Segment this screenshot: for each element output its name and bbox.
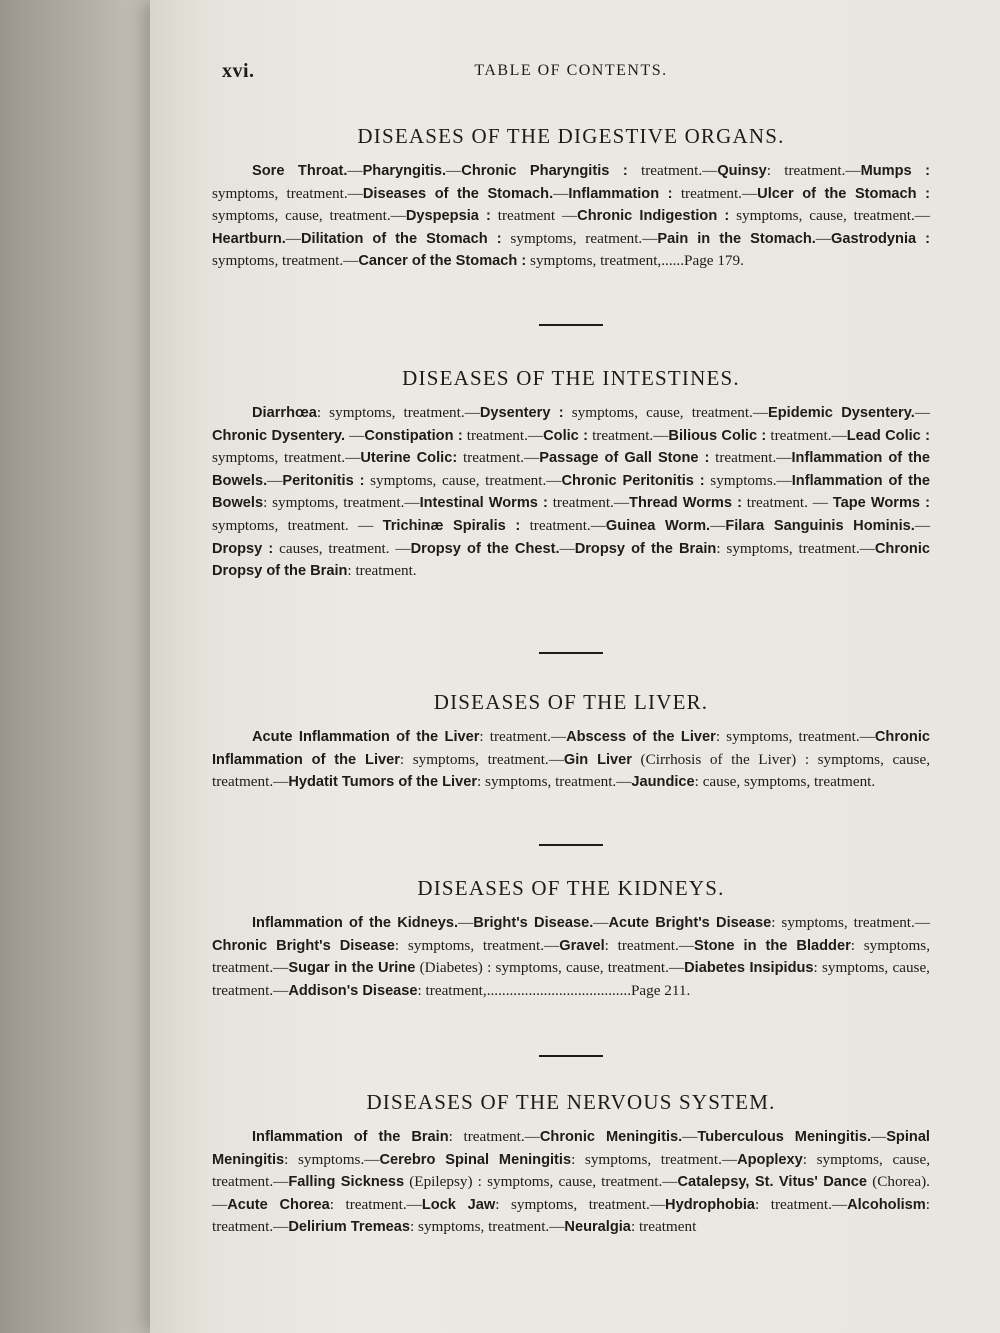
entry-detail: treatment.— (547, 494, 630, 512)
entry-detail: — (914, 404, 930, 421)
entry-detail: : treatment.— (766, 162, 861, 179)
entry-detail: : treatment.— (329, 1195, 422, 1213)
entry-title: Tuberculous Meningitis. (697, 1129, 872, 1145)
entry-title: Falling Sickness (288, 1174, 405, 1191)
entry-title: Mumps : (860, 163, 930, 179)
entry-detail: : symptoms, treatment.— (771, 914, 930, 931)
entry-title: Bright's Disease. (473, 915, 594, 931)
entry-detail: : treatment (630, 1218, 697, 1236)
entry-title: Inflammation : (568, 185, 673, 202)
entry-detail: : symptoms, treatment.— (316, 404, 480, 421)
entry-title: Chronic Dysentery. (212, 427, 346, 444)
entry-detail: : symptoms, treatment.— (212, 936, 931, 977)
entry-detail: : treatment.— (604, 936, 694, 954)
entry-title: Passage of Gall Stone : (539, 450, 710, 467)
section-entries (212, 160, 930, 273)
entry-detail: treatment.— (520, 516, 606, 534)
entry-title: Inflammation of the Kidneys. (252, 915, 459, 931)
entry-detail: — (553, 184, 569, 202)
entry-title: Epidemic Dysentery. (768, 405, 915, 421)
entry-detail: symptoms, treatment.— (212, 184, 363, 202)
page-reference: ......Page 179. (661, 252, 744, 270)
entry-title: Diarrhœa (252, 405, 317, 421)
entry-detail: — (446, 162, 462, 179)
entry-detail: symptoms, cause, treatment.— (212, 207, 406, 225)
section-intestines (212, 366, 930, 583)
entry-title: Chronic Peritonitis : (561, 472, 705, 489)
section-entries (212, 726, 930, 794)
section-digestive-organs (212, 124, 930, 273)
entry-title: Peritonitis : (282, 472, 365, 489)
entry-detail: — (285, 229, 301, 247)
section-entries (212, 402, 930, 583)
entry-detail: symptoms.— (704, 471, 792, 489)
entry-title: Stone in the Bladder (693, 937, 851, 954)
section-divider (539, 1055, 603, 1057)
entry-title: Hydrophobia (665, 1196, 756, 1213)
entry-detail: symptoms, reatment.— (501, 229, 658, 247)
entry-detail: — (682, 1128, 698, 1145)
entry-title: Lock Jaw (421, 1196, 496, 1213)
entry-title: Chronic Dropsy of the Brain (212, 540, 930, 580)
entry-title: Ulcer of the Stomach : (757, 185, 930, 202)
entry-title: Heartburn. (212, 230, 286, 247)
entry-title: Guinea Worm. (605, 517, 711, 534)
entry-detail: treatment.— (627, 162, 718, 179)
entry-detail: : symptoms, treatment.— (410, 1218, 565, 1236)
entry-detail: : treatment.— (479, 728, 567, 745)
entry-title: Inflammation of the Brain (252, 1129, 449, 1145)
entry-detail: : symptoms.— (284, 1150, 380, 1168)
entry-detail: symptoms, treatment.— (212, 252, 359, 270)
entry-detail: causes, treatment. — (273, 539, 411, 557)
section-entries (212, 1126, 930, 1239)
entry-title: Acute Chorea (227, 1196, 330, 1213)
section-liver (212, 690, 930, 794)
entry-detail: (Cirrhosis of the Liver) : symptoms, cause, treatment.— (212, 750, 931, 791)
entry-detail: symptoms, cause, treatment.— (729, 207, 930, 225)
entry-detail: symptoms, treatment, (526, 252, 662, 270)
entry-detail: treatment.— (709, 449, 792, 467)
entry-title: Diseases of the Stomach. (362, 185, 554, 202)
entry-detail: — (559, 539, 575, 557)
entry-title: Dysentery : (479, 405, 564, 421)
entry-detail: : treatment.— (212, 1195, 930, 1236)
entry-title: Chronic Inflammation of the Liver (212, 729, 930, 768)
entry-title: Dropsy of the Brain (574, 540, 717, 557)
entry-detail: : symptoms, cause, treatment.— (212, 1150, 930, 1191)
entry-title: Acute Bright's Disease (608, 915, 772, 931)
entry-detail: — (871, 1128, 887, 1145)
entry-detail: : symptoms, treatment.— (399, 750, 564, 768)
entry-detail: symptoms, treatment.— (212, 449, 361, 467)
entry-title: Pharyngitis. (362, 163, 447, 179)
entry-detail: treatment.— (588, 426, 669, 444)
entry-title: Lead Colic : (846, 427, 931, 444)
running-head (212, 60, 930, 84)
entry-detail: treatment.— (457, 449, 540, 467)
entry-title: Inflammation of the Bowels. (212, 450, 931, 489)
entry-detail: treatment.— (462, 426, 544, 444)
entry-detail: : symptoms, treatment.— (495, 1195, 666, 1213)
entry-title: Trichinæ Spiralis : (382, 517, 521, 534)
entry-title: Chronic Pharyngitis : (461, 163, 628, 179)
entry-detail: : symptoms, treatment.— (716, 539, 875, 557)
section-nervous-system (212, 1090, 930, 1239)
entry-detail: treatment — (490, 207, 578, 225)
entry-detail: (Epilepsy) : symptoms, cause, treatment.— (404, 1173, 678, 1191)
entry-detail: — (593, 914, 609, 931)
entry-detail: — (710, 516, 726, 534)
entry-title: Dilitation of the Stomach : (300, 230, 502, 247)
entry-title: Abscess of the Liver (566, 729, 716, 745)
section-divider (539, 652, 603, 654)
entry-title: Addison's Disease (288, 982, 418, 999)
entry-detail: symptoms, cause, treatment.— (563, 404, 769, 421)
section-heading: DISEASES OF THE DIGESTIVE ORGANS. (357, 124, 785, 148)
entry-detail: : treatment.— (755, 1195, 848, 1213)
entry-title: Sore Throat. (252, 163, 348, 179)
entry-detail: — (914, 516, 930, 534)
entry-title: Diabetes Insipidus (684, 960, 814, 977)
entry-title: Acute Inflammation of the Liver (252, 729, 480, 745)
section-heading: DISEASES OF THE INTESTINES. (402, 366, 740, 390)
entry-title: Dyspepsia : (405, 208, 491, 225)
entry-title: Thread Worms : (629, 495, 742, 512)
entry-title: Hydatit Tumors of the Liver (288, 774, 478, 791)
entry-detail: : symptoms, treatment.— (263, 494, 420, 512)
entry-title: Spinal Meningitis (212, 1129, 930, 1168)
entry-title: Jaundice (631, 774, 695, 791)
entry-title: Filara Sanguinis Hominis. (725, 517, 915, 534)
running-title: TABLE OF CONTENTS. (474, 62, 668, 79)
entry-title: Cancer of the Stomach : (358, 253, 527, 270)
entry-title: Delirium Tremeas (288, 1219, 411, 1236)
section-heading: DISEASES OF THE LIVER. (433, 690, 709, 714)
entry-detail: treatment. — (741, 494, 833, 512)
section-heading: DISEASES OF THE NERVOUS SYSTEM. (366, 1090, 776, 1114)
entry-detail: symptoms, treatment. — (212, 516, 383, 534)
entry-detail: (Diabetes) : symptoms, cause, treatment.— (415, 959, 685, 977)
entry-title: Cerebro Spinal Meningitis (379, 1151, 572, 1168)
entry-detail: treatment.— (766, 426, 847, 444)
entry-title: Colic : (543, 427, 588, 444)
section-kidneys (212, 876, 930, 1002)
entry-detail: — (345, 426, 365, 444)
entry-title: Dropsy of the Chest. (410, 540, 560, 557)
entry-detail: — (347, 162, 363, 179)
entry-title: Gravel (559, 937, 605, 954)
entry-title: Alcoholism (847, 1196, 926, 1213)
section-heading: DISEASES OF THE KIDNEYS. (417, 876, 725, 900)
entry-title: Uterine Colic: (360, 450, 458, 467)
entry-detail: — (815, 229, 831, 247)
entry-detail: : treatment.— (448, 1128, 540, 1145)
entry-detail: — (267, 471, 283, 489)
entry-title: Constipation : (364, 427, 463, 444)
entry-title: Bilious Colic : (668, 427, 767, 444)
entry-title: Chronic Meningitis. (539, 1129, 683, 1145)
entry-detail: (Chorea).— (212, 1173, 930, 1213)
entry-title: Tape Worms : (832, 495, 930, 512)
page-folio: xvi. (222, 60, 255, 82)
entry-detail: treatment.— (672, 184, 758, 202)
entry-title: Catalepsy, St. Vitus' Dance (677, 1174, 868, 1191)
entry-title: Inflammation of the Bowels (212, 472, 931, 512)
entry-detail: : symptoms, treatment.— (394, 936, 560, 954)
section-entries (212, 912, 930, 1002)
entry-title: Pain in the Stomach. (657, 230, 816, 247)
entry-detail: : cause, symptoms, treatment. (694, 773, 876, 791)
entry-detail: : symptoms, treatment.— (477, 773, 632, 791)
entry-title: Gastrodynia : (830, 230, 930, 247)
section-divider (539, 844, 603, 846)
page-reference: ......................................Page 211. (486, 981, 691, 999)
entry-detail: : treatment. (347, 562, 417, 580)
entry-detail: : symptoms, treatment.— (571, 1150, 738, 1168)
entry-title: Apoplexy (737, 1151, 803, 1168)
entry-title: Dropsy : (212, 540, 274, 557)
entry-title: Sugar in the Urine (288, 960, 416, 977)
entry-detail: — (458, 914, 474, 931)
entry-detail: : symptoms, treatment.— (715, 728, 875, 745)
entry-title: Neuralgia (564, 1219, 631, 1236)
section-divider (539, 324, 603, 326)
entry-title: Chronic Bright's Disease (212, 937, 395, 954)
entry-title: Chronic Indigestion : (577, 208, 730, 225)
entry-detail: : symptoms, cause, treatment.— (212, 959, 930, 999)
entry-title: Gin Liver (563, 751, 632, 768)
entry-detail: : treatment, (417, 981, 487, 999)
entry-title: Intestinal Worms : (419, 495, 548, 512)
entry-detail: symptoms, cause, treatment.— (364, 471, 562, 489)
entry-title: Quinsy (717, 163, 767, 179)
